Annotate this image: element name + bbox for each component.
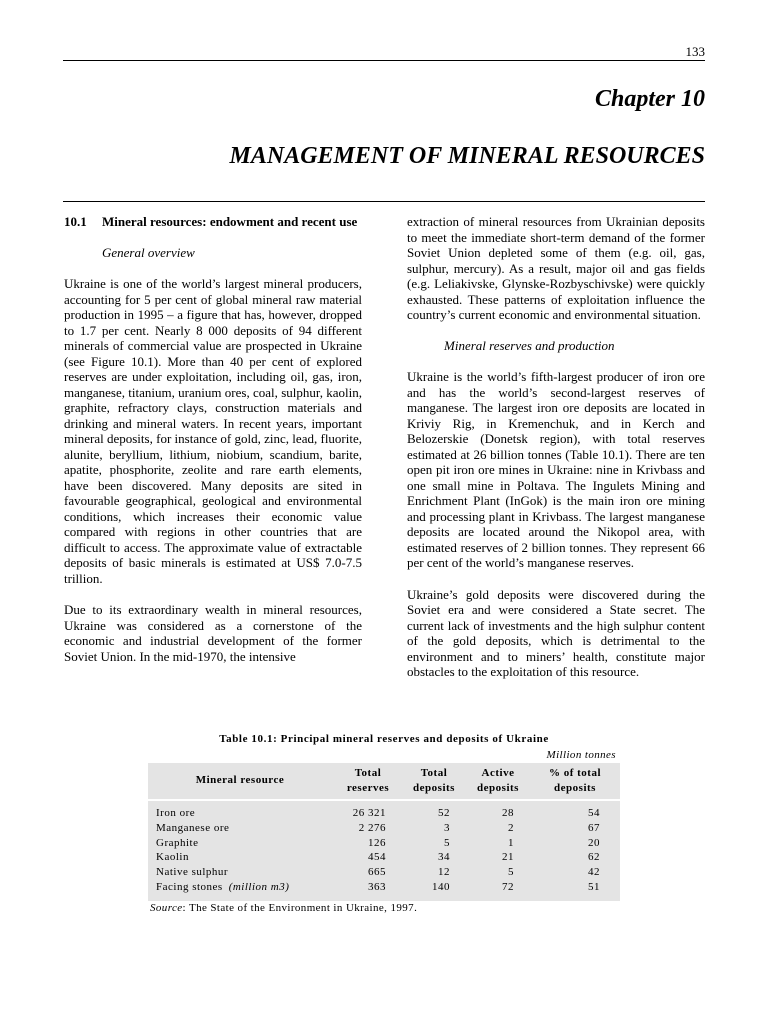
- cell-deposits: 52: [438, 807, 450, 819]
- section-heading: [64, 214, 362, 230]
- cell-reserves: 454: [368, 851, 386, 864]
- cell-active: 28: [502, 807, 514, 819]
- table-header: [148, 763, 620, 801]
- table-row: [148, 821, 620, 836]
- paragraph: Ukraine is one of the world’s largest mineral producers, accounting for 5 per cent of global mineral raw material production in 1995 – a figure that has, however, dropped to 1.7 per cent. Nearly 8 000 deposits of 94 different minerals of commercial value are prospected in Ukraine (see Figure 10.1). More than 40 per cent of explored reserves are under exploitation, including oil, gas, iron, manganese, titanium, uranium ores, coal, sulphur, kaolin, graphite, refractory clays, construction materials and drinking and mineral waters. In recent years, important mineral deposits, for instance of gold, zinc, lead, fluorite, alunite, beryllium, lithium, niobium, scandium, barite, apatite, phosphorite, zeolite and rare earth elements, have been discovered. Many deposits are sited in favourable geographical, geological and environmental conditions, which increases their economic value compared with regions in other countries that are difficult to access. The approximate value of extractable deposits of basic minerals is estimated at US$ 7.0-7.5 trillion.: [64, 276, 362, 586]
- cell-active: 2: [508, 821, 514, 834]
- table-units: Million tonnes: [546, 749, 616, 761]
- header-active-deposits: Active deposits: [477, 767, 519, 794]
- cell-percent: 67: [588, 821, 600, 834]
- cell-mineral: Facing stones (million m3): [156, 880, 290, 893]
- cell-mineral: Native sulphur: [156, 866, 229, 879]
- header-total-deposits: Total deposits: [413, 767, 455, 794]
- table-caption: Table 10.1: Principal mineral reserves and deposits of Ukraine: [219, 733, 549, 745]
- cell-active: 72: [502, 880, 514, 893]
- chapter-label: Chapter 10: [594, 86, 705, 112]
- cell-reserves: 26 321: [352, 807, 386, 819]
- cell-percent: 42: [588, 866, 600, 879]
- table-row: [148, 850, 620, 865]
- table-body: [148, 806, 620, 895]
- cell-mineral: Kaolin: [156, 851, 189, 864]
- subheading-general-overview: General overview: [102, 244, 195, 260]
- header-percent-deposits: % of total deposits: [548, 767, 602, 794]
- cell-deposits: 5: [444, 836, 450, 849]
- cell-reserves: 2 276: [358, 821, 386, 834]
- table-row: [148, 806, 620, 821]
- cell-percent: 54: [588, 807, 600, 819]
- source-label: Source: [150, 902, 183, 914]
- header-rule: [63, 60, 705, 61]
- cell-deposits: 12: [438, 866, 450, 879]
- cell-mineral: Graphite: [156, 836, 199, 849]
- section-number: 10.1: [64, 214, 87, 229]
- cell-percent: 20: [588, 836, 600, 849]
- table-row: [148, 836, 620, 851]
- subheading-mineral-reserves: Mineral reserves and production: [444, 337, 615, 353]
- cell-deposits: 140: [432, 880, 450, 893]
- cell-active: 21: [502, 851, 514, 864]
- chapter-title: MANAGEMENT OF MINERAL RESOURCES: [229, 143, 705, 169]
- cell-reserves: 665: [368, 866, 386, 879]
- right-column: [407, 214, 705, 680]
- cell-reserves: 363: [368, 880, 386, 893]
- paragraph: Ukraine is the world’s fifth-largest producer of iron ore and has the world’s second-largest reserves of manganese. The largest iron ore deposits are located in Kriviy Rig, in Kremenchuk, and in Kerch and Belozerskie (Donetsk region), with total reserves estimated at 26 billion tonnes (Table 10.1). There are ten open pit iron ore mines in Ukraine: nine in Krivbass and one small mine in Poltava. The Ingulets Mining and Enrichment Plant (InGok) is the main iron ore mining and processing plant in Krivbass. The largest manganese deposits are located around the Nikopol area, with estimated reserves of 2 billion tonnes. They represent 66 per cent of the world’s manganese reserves.: [407, 369, 705, 570]
- cell-mineral: Iron ore: [156, 807, 196, 819]
- cell-mineral: Manganese ore: [156, 821, 230, 834]
- left-column: [64, 214, 362, 664]
- paragraph-continued: extraction of mineral resources from Ukrainian deposits to meet the immediate short-term demand of the former Soviet Union depleted some of them (e.g. oil, gas, sulphur, mercury). As a result, major oil and gas fields (e.g. Leliakivske, Glynske-Rozbyschivske) were quickly exhausted. These patterns of exploitation influence the country’s current economic and environmental situation.: [407, 214, 705, 322]
- section-title: Mineral resources: endowment and recent use: [102, 214, 358, 229]
- cell-percent: 51: [588, 880, 600, 893]
- cell-percent: 62: [588, 851, 600, 864]
- cell-active: 5: [508, 866, 514, 879]
- header-total-reserves: Total reserves: [346, 767, 390, 794]
- paragraph: Ukraine’s gold deposits were discovered during the Soviet era and were considered a State secret. The current lack of investments and the high sulphur content of the gold deposits, which is detrimental to the environment and to miners’ health, constitute major obstacles to the exploitation of this resource.: [407, 586, 705, 679]
- cell-deposits: 3: [444, 821, 450, 834]
- mineral-table: [148, 763, 620, 901]
- paragraph: Due to its extraordinary wealth in mineral resources, Ukraine was considered as a cornerstone of the economic and industrial development of the former Soviet Union. In the mid-1970, the intensive: [64, 602, 362, 664]
- header-mineral: Mineral resource: [195, 774, 285, 786]
- cell-deposits: 34: [438, 851, 450, 864]
- source-text: : The State of the Environment in Ukraine, 1997.: [182, 902, 418, 914]
- cell-reserves: 126: [368, 836, 386, 849]
- title-rule: [63, 201, 705, 202]
- cell-active: 1: [508, 836, 514, 849]
- table-row: [148, 865, 620, 880]
- table-row: [148, 880, 620, 895]
- page-number: 133: [685, 44, 705, 59]
- table-source: [150, 902, 417, 914]
